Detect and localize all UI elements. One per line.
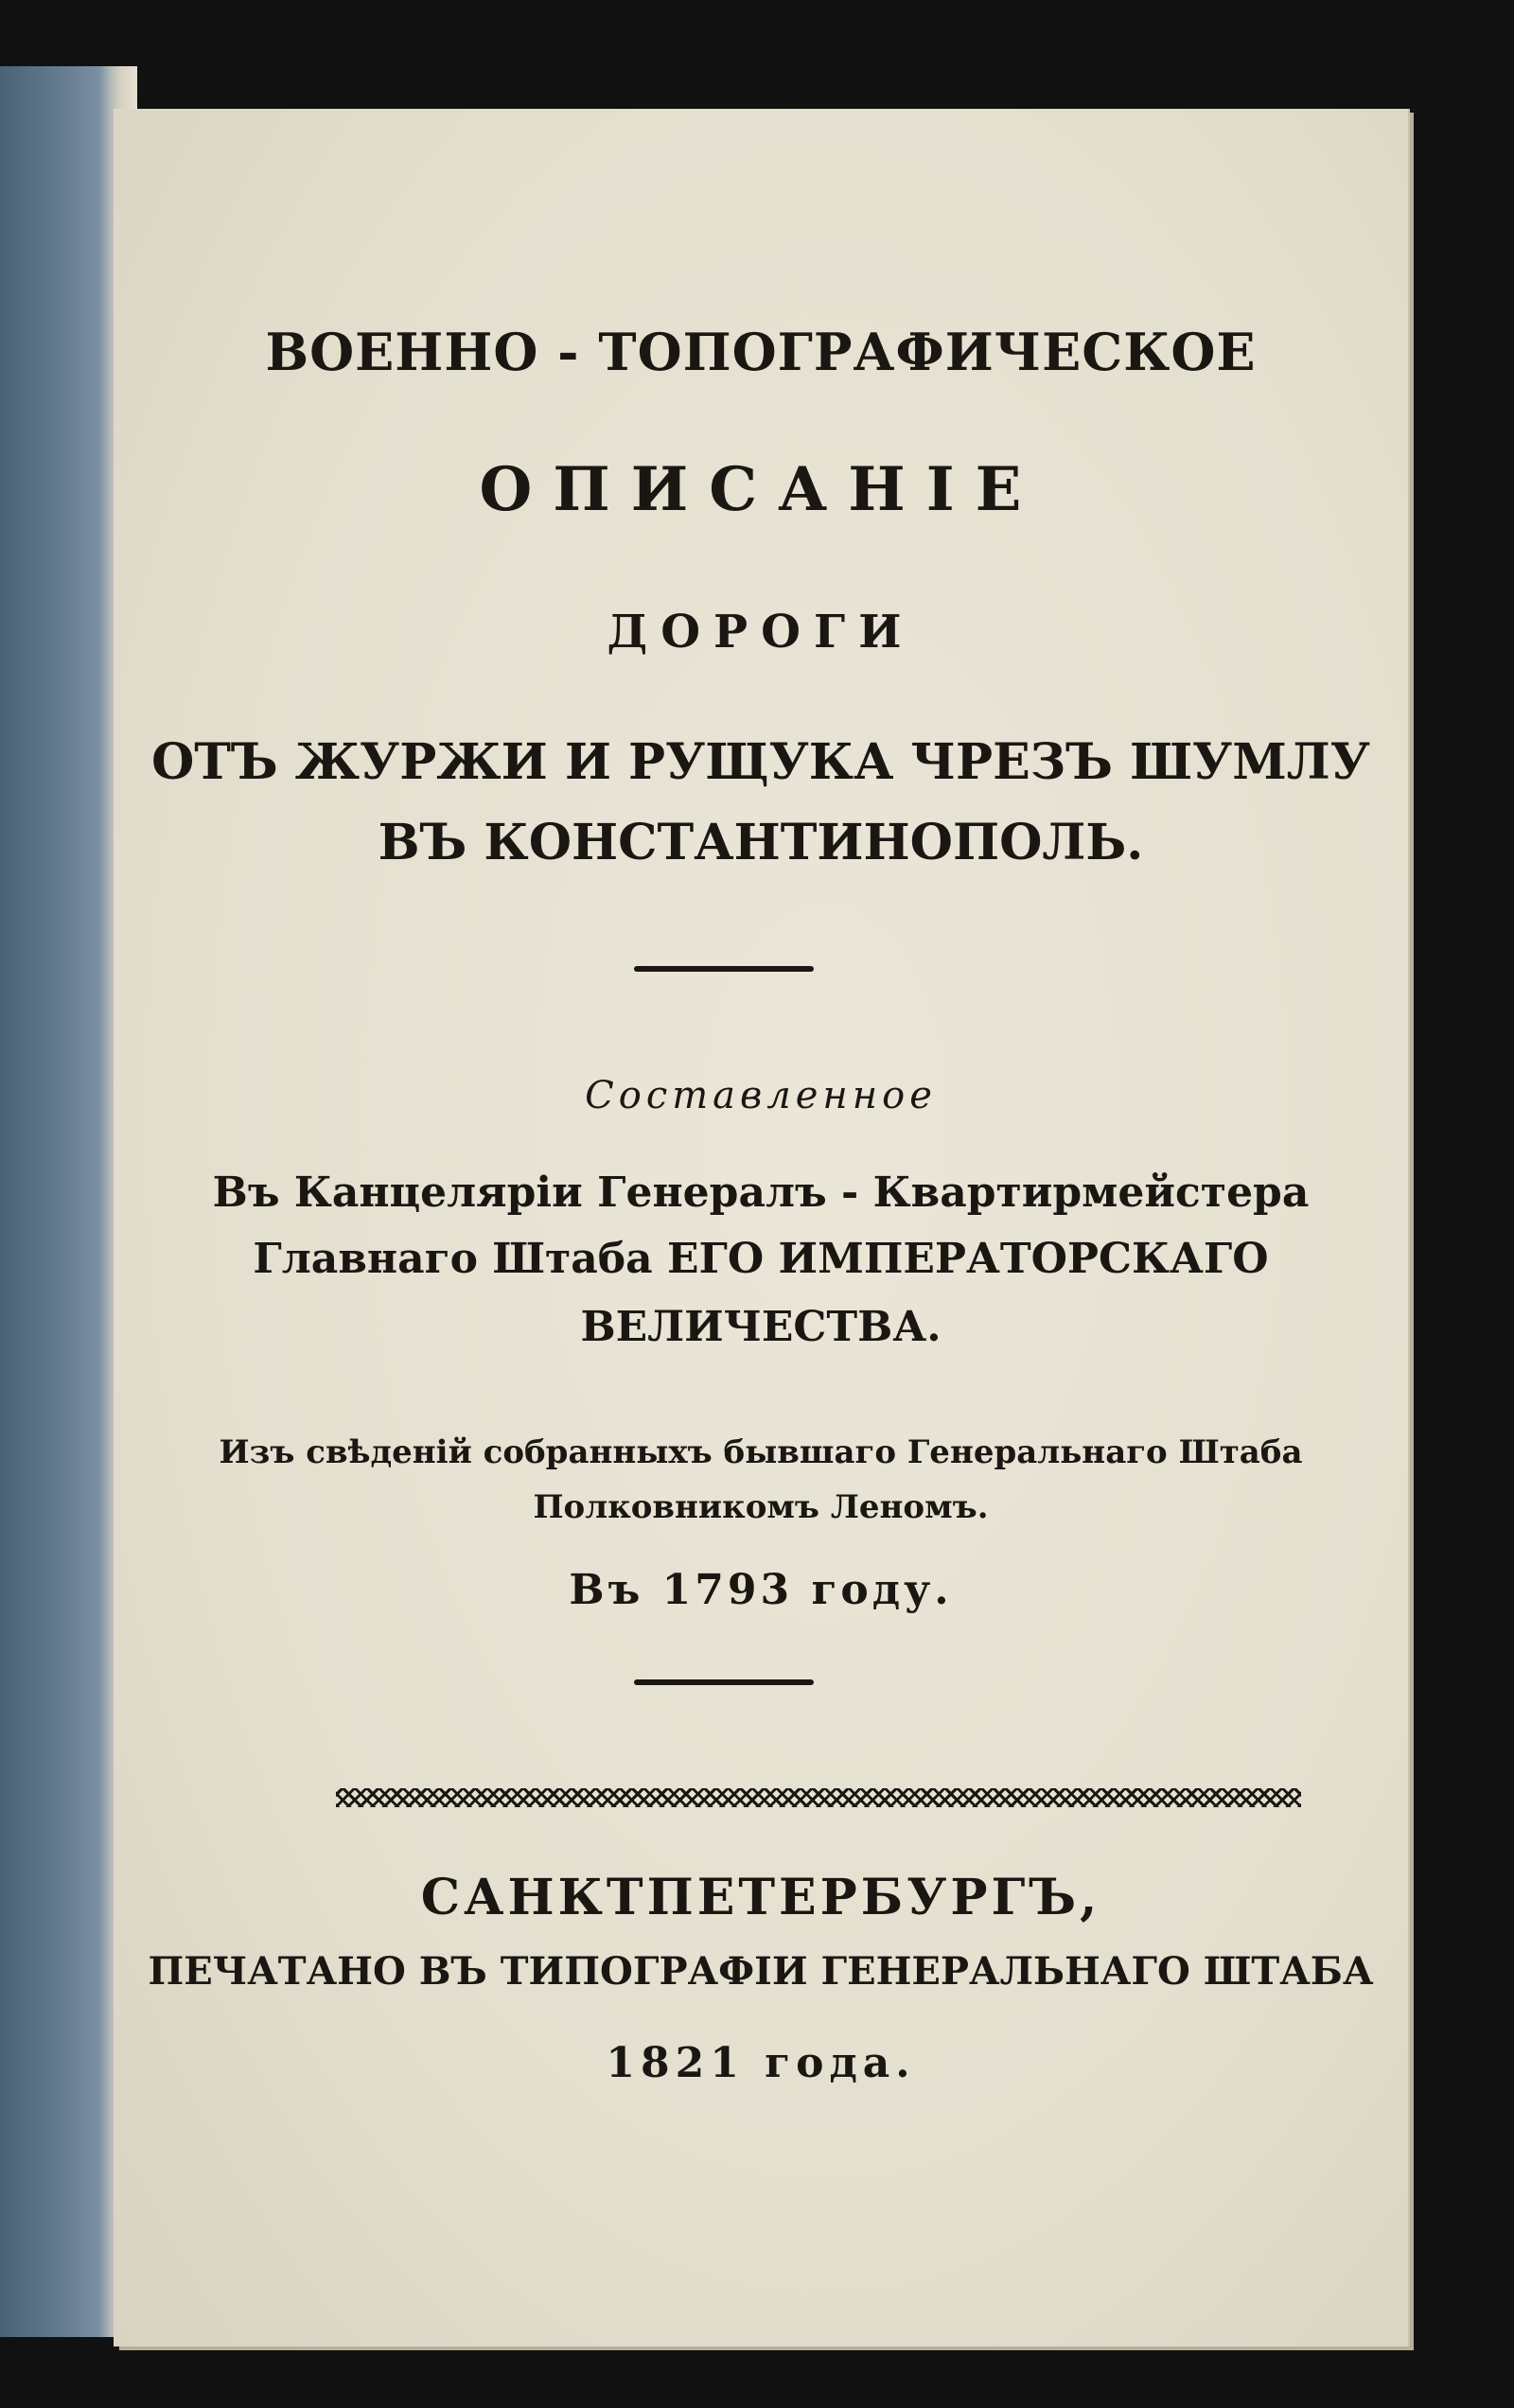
- title-line-3: ДОРОГИ: [607, 606, 915, 659]
- title-line-5: ВЪ КОНСТАНТИНОПОЛЬ.: [378, 814, 1144, 871]
- title-page: [114, 109, 1408, 2346]
- office-line-2: Главнаго Штаба ЕГО ИМПЕРАТОРСКАГО: [253, 1235, 1269, 1283]
- divider-rule: [634, 1679, 814, 1685]
- imprint-printer: ПЕЧАТАНО ВЪ ТИПОГРАФІИ ГЕНЕРАЛЬНАГО ШТАБА: [148, 1949, 1374, 1994]
- compiled-label: Составленное: [585, 1074, 937, 1117]
- ornamental-border: [336, 1788, 1301, 1807]
- year-line: Въ 1793 году.: [569, 1566, 953, 1614]
- source-line-2: Полковникомъ Леномъ.: [533, 1488, 989, 1526]
- title-line-1: ВОЕННО - ТОПОГРАФИЧЕСКОЕ: [265, 322, 1257, 382]
- divider-rule: [634, 966, 814, 972]
- title-line-4: ОТЪ ЖУРЖИ И РУЩУКА ЧРЕЗЪ ШУМЛУ: [151, 733, 1370, 791]
- imprint-city: САНКТПЕТЕРБУРГЪ,: [420, 1869, 1101, 1926]
- title-line-2: ОПИСАНІЕ: [479, 454, 1043, 525]
- office-line-3: ВЕЛИЧЕСТВА.: [580, 1303, 942, 1351]
- office-line-1: Въ Канцеляріи Генералъ - Квартирмейстера: [212, 1169, 1310, 1217]
- imprint-year: 1821 года.: [606, 2039, 916, 2087]
- source-line-1: Изъ свѣденій собранныхъ бывшаго Генеральнаго Штаба: [219, 1433, 1303, 1471]
